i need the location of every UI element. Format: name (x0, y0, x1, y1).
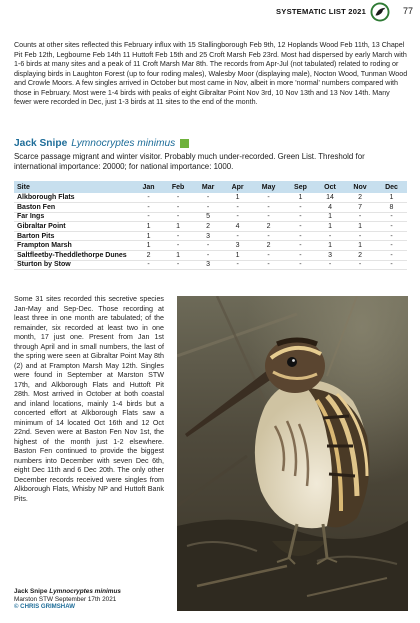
count-cell: 2 (266, 242, 271, 250)
count-cell: - (147, 261, 150, 269)
count-cell: - (147, 194, 150, 202)
count-cell: 8 (389, 203, 394, 211)
count-cell: 3 (206, 261, 211, 269)
site-name-cell: Sturton by Stow (17, 261, 71, 269)
species-status: Scarce passage migrant and winter visitor. Probably much under-recorded. Green List. Threshold for international importance: 20000; for national importance: 1000. (14, 152, 365, 172)
count-cell: - (176, 203, 180, 211)
count-cell: 2 (358, 194, 362, 202)
count-cell: 1 (176, 223, 181, 231)
count-cell: - (267, 261, 270, 269)
count-cell: - (176, 261, 180, 269)
site-name-cell: Saltfleetby-Theddlethorpe Dunes (17, 251, 127, 259)
count-cell: 3 (206, 232, 211, 240)
site-name-cell: Barton Pits (17, 232, 55, 240)
count-cell: - (390, 261, 393, 269)
count-cell: - (176, 194, 180, 202)
count-cell: - (390, 251, 393, 259)
count-cell: 1 (235, 194, 240, 202)
table-header-cell: Jan (142, 183, 155, 191)
species-latin-name: Lymnocryptes minimus (71, 138, 176, 149)
table-row (14, 193, 407, 203)
count-cell: 2 (358, 251, 362, 259)
count-cell: - (176, 213, 180, 221)
jack-snipe-photo (177, 296, 408, 611)
page-number: 77 (402, 6, 413, 16)
site-name-cell: Baston Fen (17, 203, 56, 211)
count-cell: - (328, 232, 332, 240)
count-cell: - (299, 242, 302, 250)
count-cell: 1 (328, 242, 332, 250)
count-cell: 1 (146, 242, 151, 250)
count-cell: - (299, 232, 302, 240)
species-account-paragraph: Some 31 sites recorded this secretive species Jan-May and Sep-Dec. Those recording at least three in one month are tabulated; of the remainder, six recorded at least two in one month, 17 just one. Present from Jan 1st through April and in small numbers, the last of the spring were seen at Gibraltar Point May 8th (2) and at Frampton Marsh May 12th. Singles were found in September at Marston STW 17th, and Alkborough Flats and Huttoft Pit 28th. Most arrived in October at both coastal and inland locations, mainly 1-4 birds but a concerted effort at Alkborough Flats saw a minimum of 14 located Oct 16th and 12 Oct 22nd. Seven were at Baston Fen Nov 1st, the highest of the month just 1-2 elsewhere. Baston Fen continued to provide the biggest numbers into December with seven Dec 6th, eight Dec 11th and 6 Dec 20th. The only other December records received were singles from Alkborough Flats, Whisby NP and Huttoft Bank Pits. (14, 295, 164, 503)
table-header-cell: Dec (385, 183, 398, 191)
count-cell: 1 (176, 251, 181, 259)
photo-caption (14, 588, 169, 611)
count-cell: - (390, 223, 393, 231)
count-cell: - (206, 251, 210, 259)
count-cell: - (267, 232, 270, 240)
count-cell: - (147, 203, 150, 211)
count-cell: - (328, 261, 332, 269)
page-header (0, 0, 420, 26)
count-cell: - (206, 242, 210, 250)
species-heading (14, 137, 189, 150)
count-cell: 3 (328, 251, 332, 259)
table-row (14, 231, 407, 241)
count-cell: - (299, 261, 302, 269)
table-row (14, 260, 407, 270)
caption-location-date: Marston STW September 17th 2021 (14, 595, 117, 603)
count-cell: - (236, 232, 239, 240)
count-cell: - (358, 213, 362, 221)
count-cell: 14 (326, 194, 334, 202)
count-cell: - (206, 194, 210, 202)
jack-snipe-photo-illustration (177, 296, 408, 611)
count-cell: 2 (146, 251, 151, 259)
count-cell: 1 (298, 194, 303, 202)
green-list-square-icon (180, 139, 189, 148)
caption-title: Jack Snipe (14, 588, 48, 595)
count-cell: - (176, 232, 180, 240)
table-row (14, 203, 407, 213)
count-cell: - (358, 261, 362, 269)
table-row (14, 212, 407, 222)
species-common-name: Jack Snipe (14, 138, 68, 149)
table-header-row (14, 181, 407, 193)
count-cell: - (390, 213, 393, 221)
count-cell: - (267, 251, 270, 259)
count-cell: - (390, 232, 393, 240)
caption-latin: Lymnocryptes minimus (49, 588, 121, 595)
table-header-cell: Mar (201, 183, 215, 191)
monthly-counts-table (14, 181, 407, 270)
count-cell: 7 (358, 203, 362, 211)
count-cell: - (236, 261, 239, 269)
running-title: SYSTEMATIC LIST 2021 (276, 7, 366, 16)
table-row (14, 241, 407, 251)
count-cell: - (206, 203, 210, 211)
caption-credit: © CHRIS GRIMSHAW (14, 603, 76, 611)
count-cell: - (390, 242, 393, 250)
count-cell: - (267, 213, 270, 221)
count-cell: 1 (358, 242, 362, 250)
count-cell: - (299, 213, 302, 221)
count-cell: - (299, 203, 302, 211)
count-cell: - (267, 203, 270, 211)
count-cell: 5 (206, 213, 211, 221)
table-header-cell: Site (17, 183, 30, 191)
table-row (14, 251, 407, 261)
count-cell: - (358, 232, 362, 240)
count-cell: - (236, 203, 239, 211)
table-row (14, 222, 407, 232)
count-cell: 1 (328, 223, 332, 231)
count-cell: 1 (146, 223, 151, 231)
count-cell: 1 (146, 232, 151, 240)
table-header-cell: Apr (231, 183, 244, 191)
count-cell: 2 (206, 223, 211, 231)
count-cell: - (236, 213, 239, 221)
count-cell: 3 (235, 242, 240, 250)
count-cell: 1 (358, 223, 362, 231)
table-header-cell: Nov (353, 183, 367, 191)
bird-silhouette-icon (370, 2, 390, 22)
site-name-cell: Gibraltar Point (17, 223, 66, 231)
count-cell: - (299, 223, 302, 231)
count-cell: 1 (328, 213, 332, 221)
count-cell: - (267, 194, 270, 202)
table-header-cell: Feb (171, 183, 185, 191)
count-cell: - (299, 251, 302, 259)
table-header-cell: May (261, 183, 276, 191)
count-cell: - (147, 213, 150, 221)
count-cell: 4 (235, 223, 240, 231)
count-cell: - (176, 242, 180, 250)
count-cell: 1 (389, 194, 394, 202)
intro-paragraph: Counts at other sites reflected this February influx with 15 Stallingborough Feb 9th, 12 Hoplands Wood Feb 11th, 13 Chapel Pit Feb 12th, Legbourne Feb 14th 11 Huttoft Feb 15th and 25 Croft Marsh Feb 23rd. Most had dispersed by early March with 1-6 birds at many sites and a peak of 11 Croft Marsh Mar 8th. The records from Apr-Jul (not tabulated) related to roding or displaying birds in Laughton Forest (up to four roding males), Walesby Moor (displaying male), Nocton Wood, Tunman Wood and Crowle Moors. A few singles arrived in October but most came in Nov, albeit in more 'normal' numbers compared with those in February. Most were 1-4 birds with peaks of eight Gibraltar Point Nov 3rd, 10 Nov 13th and 13 Nov 14th. Many fewer were recorded in Dec, just 1-3 birds at 11 sites to the end of the month. (14, 41, 408, 107)
site-name-cell: Far Ings (17, 213, 45, 221)
count-cell: 4 (328, 203, 332, 211)
count-cell: 2 (266, 223, 271, 231)
count-cell: 1 (235, 251, 240, 259)
table-body (14, 193, 407, 270)
table-header-cell: Sep (294, 183, 307, 191)
table-header-cell: Oct (324, 183, 336, 191)
site-name-cell: Frampton Marsh (17, 242, 72, 250)
site-name-cell: Alkborough Flats (17, 194, 75, 202)
